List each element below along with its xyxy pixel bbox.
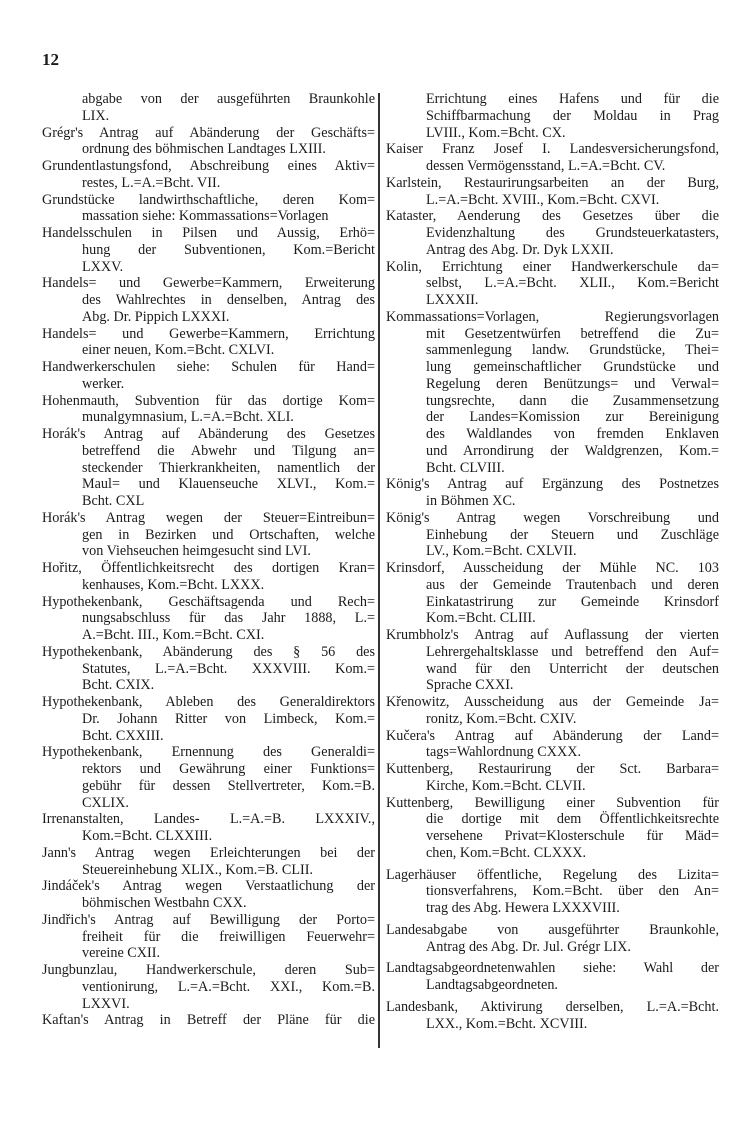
entry-line: restes, L.=A.=Bcht. VII. (82, 174, 221, 191)
entry-line: Kataster, Aenderung des Gesetzes über die (386, 208, 719, 225)
entry-line: Jindřich's Antrag auf Bewilligung der Porto= (42, 911, 375, 928)
index-entry (42, 594, 375, 644)
entry-line: Lehrergehaltsklasse und betreffend den Auf= (426, 643, 719, 660)
entry-line: Landesbank, Aktivirung derselben, L.=A.=Bcht. (386, 998, 719, 1015)
entry-line: LXX., Kom.=Bcht. XCVIII. (426, 1015, 588, 1032)
entry-line: von Viehseuchen heimgesucht sind LVI. (82, 543, 311, 560)
index-column-right (386, 91, 719, 1032)
entry-line: Křenowitz, Ausscheidung aus der Gemeinde Ja= (386, 694, 719, 710)
entry-line: munalgymnasium, L.=A.=Bcht. XLI. (82, 409, 294, 426)
index-entry (386, 627, 719, 694)
entry-line: dessen Vermögensstand, L.=A.=Bcht. CV. (426, 158, 666, 174)
index-entry (42, 694, 375, 744)
index-entry (42, 560, 375, 594)
entry-line: Bcht. CLVIII. (426, 459, 505, 476)
entry-line: Kaiser Franz Josef I. Landesversicherungsfond, (386, 141, 719, 158)
entry-line: Hypothekenbank, Ableben des Generaldirektors (42, 694, 375, 710)
entry-line: Maul= und Klauenseuche XLVI., Kom.= (82, 476, 375, 493)
index-entry (42, 744, 375, 811)
entry-line: Antrag des Abg. Dr. Jul. Grégr LIX. (426, 938, 631, 955)
index-entry (42, 158, 375, 192)
entry-line: in Böhmen XC. (426, 493, 516, 509)
entry-line: Jann's Antrag wegen Erleichterungen bei der (42, 844, 375, 861)
index-entry (386, 476, 719, 510)
entry-line: die dortige mit dem Öffentlichkeitsrechte (426, 811, 719, 828)
entry-line: massation siehe: Kommassations=Vorlagen (82, 208, 329, 225)
entry-line: ordnung des böhmischen Landtages LXIII. (82, 141, 326, 158)
entry-line: Jindáček's Antrag wegen Verstaatlichung der (42, 878, 375, 895)
entry-line: vereine CXII. (82, 945, 160, 962)
page-number: 12 (42, 50, 59, 69)
index-entry (386, 694, 719, 728)
entry-line: Statutes, L.=A.=Bcht. XXXVIII. Kom.= (82, 660, 375, 677)
index-entry-continuation (42, 91, 375, 125)
entry-line: Errichtung eines Hafens und für die (426, 91, 719, 107)
entry-line: Grundstücke landwirthschaftliche, deren Kom= (42, 191, 375, 208)
entry-line: gen in Bezirken und Ortschaften, welche (82, 526, 375, 543)
entry-line: Hypothekenbank, Abänderung des § 56 des (42, 643, 375, 660)
entry-line: trag des Abg. Hewera LXXXVIII. (426, 900, 620, 916)
entry-line: steckender Thierkrankheiten, namentlich der (82, 459, 375, 476)
entry-line: LXXV. (82, 258, 124, 275)
entry-line: selbst, L.=A.=Bcht. XLII., Kom.=Bericht (426, 275, 719, 292)
index-column-left (42, 91, 375, 1029)
entry-line: König's Antrag wegen Vorschreibung und (386, 509, 719, 526)
entry-line: Handels= und Gewerbe=Kammern, Errichtung (42, 325, 375, 342)
entry-line: Kaftan's Antrag in Betreff der Pläne für die (42, 1012, 375, 1029)
entry-line: CXLIX. (82, 794, 129, 811)
entry-line: Irrenanstalten, Landes- L.=A.=B. LXXXIV., (42, 811, 375, 828)
entry-line: der Landes=Komission zur Bereinigung (426, 409, 719, 426)
entry-line: ronitz, Kom.=Bcht. CXIV. (426, 710, 577, 727)
entry-line: Krinsdorf, Ausscheidung der Mühle NC. 103 (386, 560, 719, 576)
index-entry (386, 309, 719, 477)
index-entry (386, 960, 719, 994)
index-entry (42, 510, 375, 560)
entry-line: betreffend die Abwehr und Tilgung an= (82, 442, 375, 459)
entry-line: Evidenzhaltung des Grundsteuerkatasters, (426, 225, 719, 241)
entry-line: Sprache CXXI. (426, 677, 514, 694)
entry-line: Horák's Antrag auf Abänderung des Gesetzes (42, 426, 375, 442)
entry-line: Lagerhäuser öffentliche, Regelung des Lizita= (386, 866, 719, 883)
entry-line: kenhauses, Kom.=Bcht. LXXX. (82, 576, 265, 593)
entry-line: LXXVI. (82, 995, 130, 1012)
entry-line: Schiffbarmachung der Moldau in Prag (426, 107, 719, 124)
index-entry (42, 962, 375, 1012)
index-entry (42, 326, 375, 360)
entry-line: Kolin, Errichtung einer Handwerkerschule da= (386, 258, 719, 275)
entry-line: Handels= und Gewerbe=Kammern, Erweiterung (42, 275, 375, 292)
entry-line: ventionirung, L.=A.=Bcht. XXI., Kom.=B. (82, 978, 375, 995)
entry-line: LV., Kom.=Bcht. CXLVII. (426, 543, 577, 560)
entry-line: Landesabgabe von ausgeführter Braunkohle, (386, 921, 719, 938)
entry-line: Kirche, Kom.=Bcht. CLVII. (426, 777, 586, 794)
index-entry (386, 795, 719, 862)
entry-line: Bcht. CXIX. (82, 677, 155, 694)
index-entry (42, 845, 375, 879)
entry-line: A.=Bcht. III., Kom.=Bcht. CXI. (82, 627, 265, 643)
index-entry (386, 922, 719, 956)
index-entry (42, 811, 375, 845)
index-entry (42, 878, 375, 912)
entry-line: Grégr's Antrag auf Abänderung der Geschäfts= (42, 124, 375, 141)
entry-line: des Wahlrechtes in denselben, Antrag des (82, 292, 375, 308)
entry-line: Jungbunzlau, Handwerkerschule, deren Sub= (42, 962, 375, 978)
entry-line: sammenlegung landw. Grundstücke, Thei= (426, 342, 719, 359)
entry-line: Dr. Johann Ritter von Limbeck, Kom.= (82, 710, 375, 727)
entry-line: Kuttenberg, Restaurirung der Sct. Barbara= (386, 761, 719, 777)
entry-line: Kom.=Bcht. CLXXIII. (82, 828, 213, 844)
entry-line: rektors und Gewährung einer Funktions= (82, 761, 375, 777)
entry-line: Hypothekenbank, Geschäftsagenda und Rech= (42, 593, 375, 610)
entry-line: Landtagsabgeordnetenwahlen siehe: Wahl der (386, 960, 719, 977)
index-entry (386, 175, 719, 209)
entry-line: einer neuen, Kom.=Bcht. CXLVI. (82, 342, 275, 359)
entry-line: wand für den Unterricht der deutschen (426, 660, 719, 677)
entry-line: Steuereinhebung XLIX., Kom.=B. CLII. (82, 861, 314, 878)
entry-line: Hořitz, Öffentlichkeitsrecht des dortigen Kran= (42, 560, 375, 576)
column-divider (378, 93, 380, 1048)
entry-line: LIX. (82, 107, 110, 124)
entry-line: Einkatastrirung zur Gemeinde Krinsdorf (426, 593, 719, 610)
entry-line: werker. (82, 375, 125, 392)
entry-line: abgabe von der ausgeführten Braunkohle (82, 91, 375, 107)
entry-line: gebühr für dessen Stellvertreter, Kom.=B. (82, 777, 375, 794)
entry-line: Handelsschulen in Pilsen und Aussig, Erhö= (42, 225, 375, 241)
index-entry-continuation (386, 91, 719, 141)
entry-line: chen, Kom.=Bcht. CLXXX. (426, 844, 587, 861)
index-entry (386, 761, 719, 795)
index-entry (386, 208, 719, 258)
index-entry (386, 867, 719, 917)
index-entry (42, 125, 375, 159)
entry-line: LVIII., Kom.=Bcht. CX. (426, 124, 566, 141)
entry-line: böhmischen Westbahn CXX. (82, 895, 247, 911)
entry-line: König's Antrag auf Ergänzung des Postnetzes (386, 476, 719, 493)
index-entry (42, 275, 375, 325)
index-entry (386, 560, 719, 627)
entry-line: versehene Privat=Klosterschule für Mäd= (426, 828, 719, 844)
entry-line: Horák's Antrag wegen der Steuer=Eintreibun= (42, 509, 375, 526)
entry-line: Einhebung der Steuern und Zuschläge (426, 526, 719, 543)
entry-line: Abg. Dr. Pippich LXXXI. (82, 308, 230, 325)
index-entry (42, 192, 375, 226)
entry-line: Kom.=Bcht. CLIII. (426, 610, 536, 627)
entry-line: tungsrechte, dann die Zusammensetzung (426, 392, 719, 409)
entry-line: L.=A.=Bcht. XVIII., Kom.=Bcht. CXVI. (426, 191, 660, 208)
entry-line: Kučera's Antrag auf Abänderung der Land= (386, 727, 719, 744)
entry-line: freiheit für die freiwilligen Feuerwehr= (82, 928, 375, 945)
index-entry (42, 426, 375, 510)
entry-line: Kuttenberg, Bewilligung einer Subvention für (386, 794, 719, 811)
entry-line: Karlstein, Restaurirungsarbeiten an der Burg, (386, 174, 719, 191)
index-entry (42, 912, 375, 962)
index-entry (42, 393, 375, 427)
index-entry (42, 225, 375, 275)
entry-line: hung der Subventionen, Kom.=Bericht (82, 241, 375, 258)
index-entry (42, 359, 375, 393)
index-entry (386, 510, 719, 560)
index-entry (42, 644, 375, 694)
entry-line: Bcht. CXL (82, 493, 145, 509)
entry-line: Bcht. CXXIII. (82, 727, 164, 744)
entry-line: Kommassations=Vorlagen, Regierungsvorlagen (386, 308, 719, 325)
entry-line: Grundentlastungsfond, Abschreibung eines Aktiv= (42, 158, 375, 174)
entry-line: Antrag des Abg. Dr. Dyk LXXII. (426, 241, 614, 258)
entry-line: lung gemeinschaftlicher Grundstücke und (426, 359, 719, 375)
index-entry (386, 999, 719, 1033)
entry-line: mit Gesetzentwürfen betreffend die Zu= (426, 325, 719, 342)
entry-line: aus der Gemeinde Trautenbach und deren (426, 576, 719, 593)
index-entry (42, 1012, 375, 1029)
index-entry (386, 728, 719, 762)
entry-line: Regelung deren Benützungs= und Verwal= (426, 375, 719, 392)
index-entry (386, 259, 719, 309)
entry-line: Landtagsabgeordneten. (426, 977, 558, 993)
entry-line: LXXXII. (426, 292, 479, 308)
entry-line: und Arrondirung der Waldgrenzen, Kom.= (426, 442, 719, 459)
entry-line: Hohenmauth, Subvention für das dortige Kom= (42, 392, 375, 409)
index-entry (386, 141, 719, 175)
entry-line: Krumbholz's Antrag auf Auflassung der vierten (386, 627, 719, 643)
entry-line: tags=Wahlordnung CXXX. (426, 744, 582, 761)
entry-line: nungsabschluss für das Jahr 1888, L.= (82, 610, 375, 627)
entry-line: tionsverfahrens, Kom.=Bcht. über den An= (426, 883, 719, 900)
entry-line: Hypothekenbank, Ernennung des Generaldi= (42, 744, 375, 761)
entry-line: Handwerkerschulen siehe: Schulen für Hand= (42, 359, 375, 375)
entry-line: des Waldlandes von fremden Enklaven (426, 426, 719, 442)
